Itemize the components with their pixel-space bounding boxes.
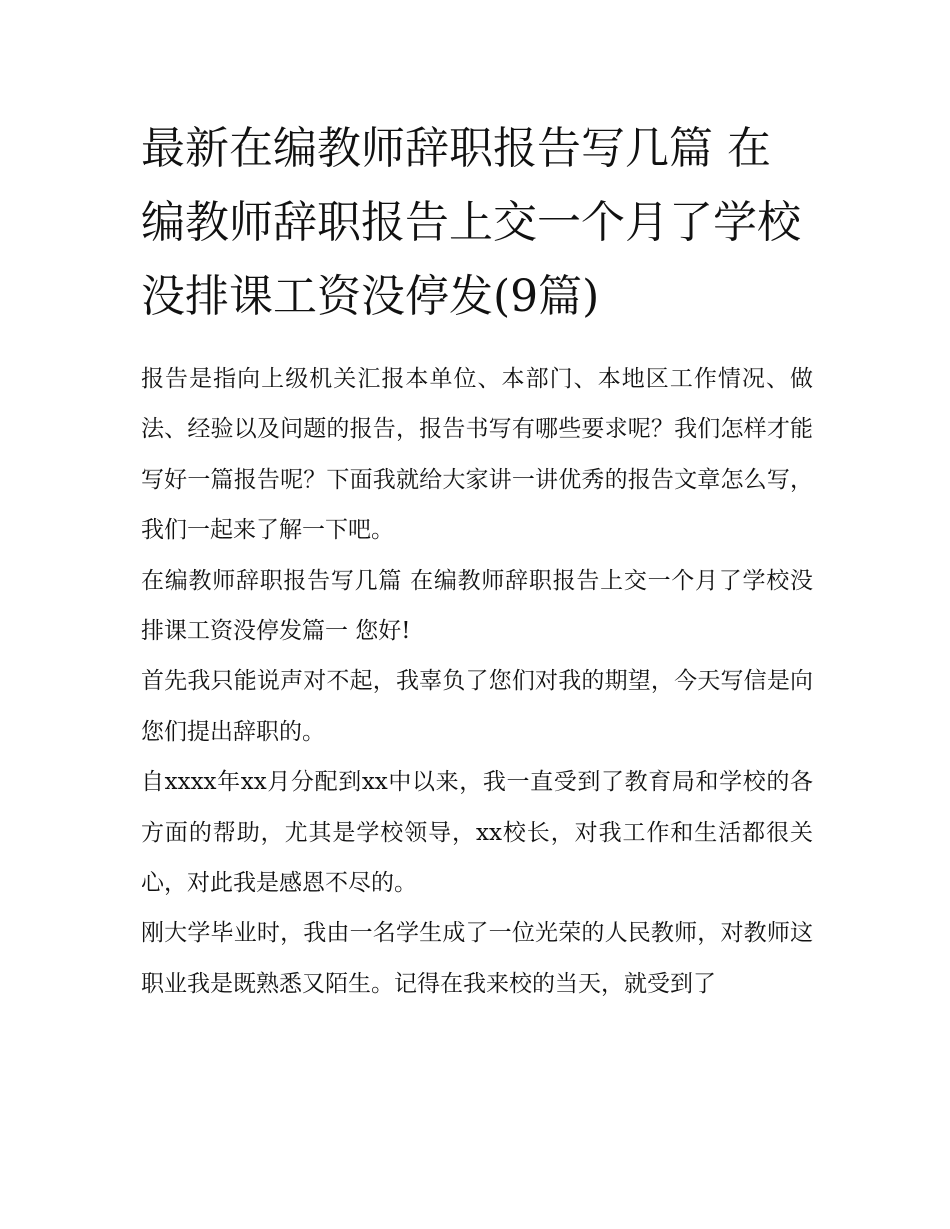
document-content (141, 112, 813, 1009)
paragraph: 首先我只能说声对不起，我辜负了您们对我的期望，今天写信是向您们提出辞职的。 (141, 668, 813, 745)
document-body (141, 354, 813, 1009)
paragraph: 刚大学毕业时，我由一名学生成了一位光荣的人民教师，对教师这职业我是既熟悉又陌生。记得在我来校的当天，就受到了 (141, 920, 813, 997)
paragraph: 在编教师辞职报告写几篇 在编教师辞职报告上交一个月了学校没排课工资没停发篇一 您好! (141, 567, 813, 645)
document-title: 最新在编教师辞职报告写几篇 在编教师辞职报告上交一个月了学校没排课工资没停发(9篇) (141, 123, 801, 322)
paragraph: 报告是指向上级机关汇报本单位、本部门、本地区工作情况、做法、经验以及问题的报告，报告书写有哪些要求呢？我们怎样才能写好一篇报告呢？下面我就给大家讲一讲优秀的报告文章怎么写，我们一起来了解一下吧。 (141, 366, 813, 544)
paragraph: 自xxxx年xx月分配到xx中以来，我一直受到了教育局和学校的各方面的帮助，尤其是学校领导，xx校长，对我工作和生活都很关心，对此我是感恩不尽的。 (141, 769, 813, 897)
